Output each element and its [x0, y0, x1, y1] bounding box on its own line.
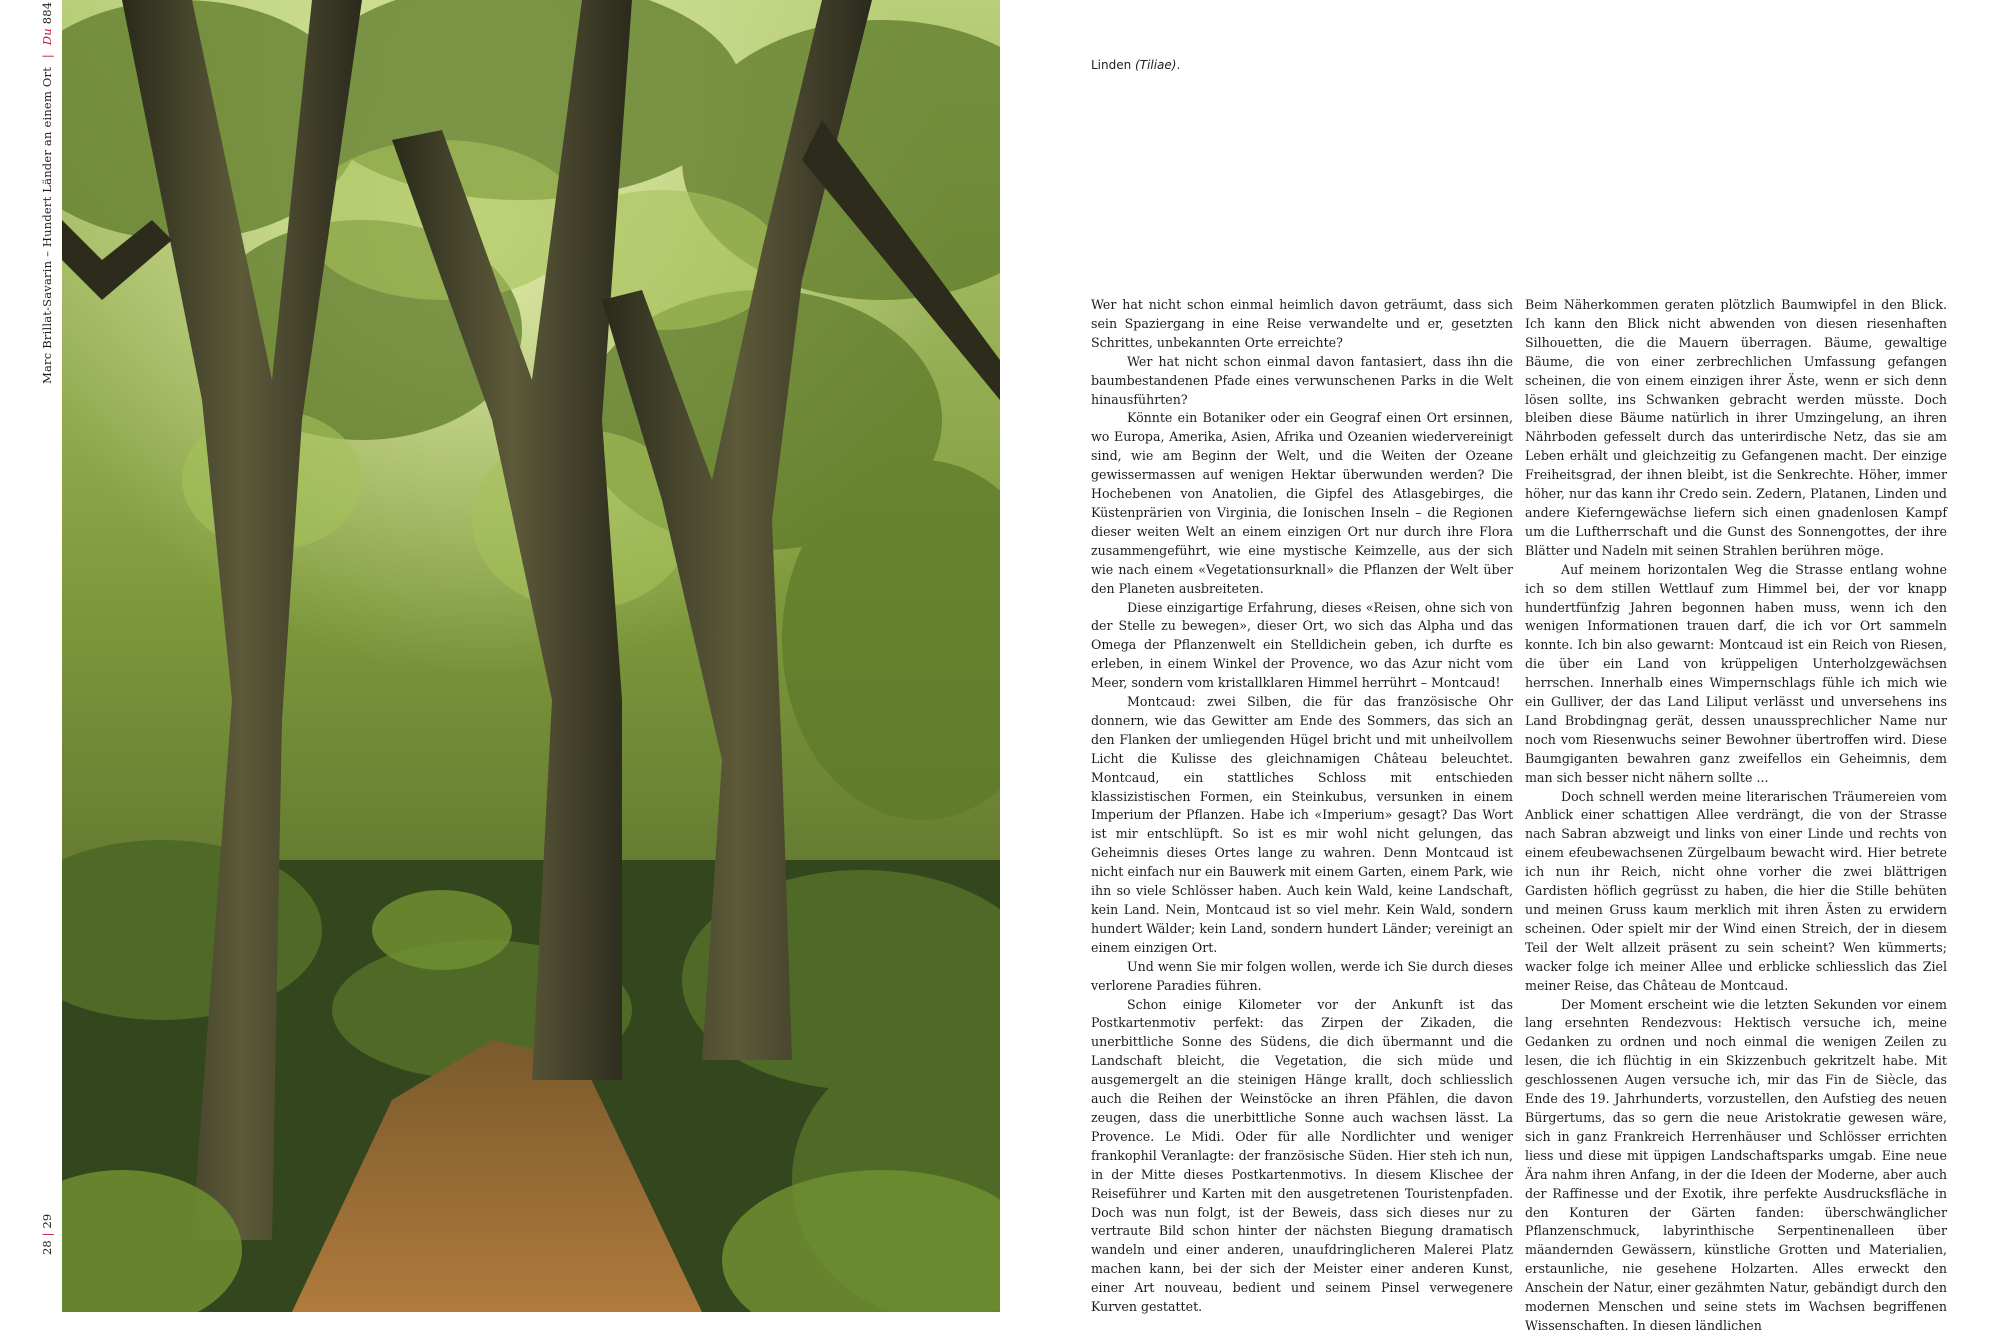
- forest-path-photo: [62, 0, 1000, 1312]
- photo-caption: [1091, 58, 1180, 72]
- issue-number: 884: [40, 1, 54, 25]
- paragraph: Doch schnell werden meine literarischen Träumereien vom Anblick einer schattigen Allee verdrängt, die von der Strasse nach Sabran abzweigt und links von einer Linde und rechts von einem efeubewachsenen Zürgelbaum bewacht wird. Hier betrete ich nun ihr Reich, nicht ohne vorher die zwei blättrigen Gardisten höflich gegrüsst zu haben, die hier die Stille behüten und meinen Gruss kaum merklich mit ihren Ästen zu erwidern scheinen. Oder spielt mir der Wind einen Streich, der in diesem Teil der Welt allzeit präsent zu sein scheint? Wen kümmerts; wacker folge ich meiner Allee und erblicke schliesslich das Ziel meiner Reise, das Château de Montcaud.: [1525, 788, 1947, 993]
- caption-latin-name: (Tiliae): [1135, 58, 1177, 72]
- page-number-separator: |: [40, 1232, 54, 1237]
- article-column-1: [1091, 296, 1513, 1317]
- running-header-title: Hundert Länder an einem Ort: [40, 66, 54, 248]
- page-number-right: 29: [40, 1213, 54, 1229]
- paragraph: Diese einzigartige Erfahrung, dieses «Reisen, ohne sich von der Stelle zu bewegen», dieser Ort, wo sich das Alpha und das Omega der Pflanzenwelt ein Stelldichein geben, ich durfte es erleben, in einem Winkel der Provence, wo das Azur nicht vom Meer, sondern vom kristallklaren Himmel herrührt – Montcaud!: [1091, 599, 1513, 691]
- paragraph: Wer hat nicht schon einmal davon fantasiert, dass ihn die baumbestandenen Pfade eines verwunschenen Parks in die Welt hinausführten?: [1091, 353, 1513, 407]
- paragraph: Montcaud: zwei Silben, die für das französische Ohr donnern, wie das Gewitter am Ende des Sommers, das sich an den Flanken der umliegenden Hügel bricht und mit unheilvollem Licht die Kulisse des gleichnamigen Château beleuchtet. Montcaud, ein stattliches Schloss mit entschieden klassizistischen Formen, ein Steinkubus, versunken in einem Imperium der Pflanzen. Habe ich «Imperium» gesagt? Das Wort ist mir entschlüpft. So ist es mir wohl nicht gelungen, das Geheimnis dieses Ortes lange zu wahren. Denn Montcaud ist nicht einfach nur ein Bauwerk mit einem Garten, einem Park, wie ihn so viele Schlösser haben. Auch kein Wald, keine Landschaft, kein Land. Nein, Montcaud ist so viel mehr. Kein Wald, sondern hundert Wälder; kein Land, sondern hundert Länder; vereinigt an einem einzigen Ort.: [1091, 694, 1513, 955]
- page-spine: [0, 0, 62, 1312]
- paragraph: Wer hat nicht schon einmal heimlich davon geträumt, dass sich sein Spaziergang in eine Reise verwandelte und er, gesetzten Schrittes, unbekannten Orte erreichte?: [1091, 297, 1513, 350]
- paragraph: Und wenn Sie mir folgen wollen, werde ich Sie durch dieses verlorene Paradies führen.: [1091, 958, 1513, 993]
- article-column-2: [1525, 296, 1947, 1336]
- paragraph: Schon einige Kilometer vor der Ankunft ist das Postkartenmotiv perfekt: das Zirpen der Zikaden, die unerbittliche Sonne des Südens, die dich übermannt und die Landschaft bleicht, die Vegetation, die sich müde und ausgemergelt an die steinigen Hänge krallt, doch schliesslich auch die Reihen der Weinstöcke an ihren Pfählen, die davon zeugen, dass die unerbittliche Sonne auch wachsen lässt. La Provence. Le Midi. Oder für alle Nordlichter und weniger frankophil Veranlagte: der französische Süden. Hier steh ich nun, in der Mitte dieses Postkartenmotivs. In diesem Klischee der Reiseführer und Karten mit den ausgetretenen Touristenpfaden. Doch was nun folgt, ist der Beweis, dass sich dieses nur zu vertraute Bild schon hinter der nächsten Biegung dramatisch wandeln und einer anderen, unaufdringlicheren Malerei Platz machen kann, bei der sich der Meister einer anderen Kunst, einer Art nouveau, bedient und seinem Pinsel verwegenere Kurven gestattet.: [1091, 996, 1513, 1315]
- caption-text: Linden: [1091, 58, 1136, 72]
- page-number-left: 28: [40, 1240, 54, 1255]
- paragraph: Auf meinem horizontalen Weg die Strasse entlang wohne ich so dem stillen Wettlauf zum Himmel bei, der vor knapp hundertfünfzig Jahren begonnen haben muss, wenn ich den wenigen Informationen trauen darf, die ich vor Ort sammeln konnte. Ich bin also gewarnt: Montcaud ist ein Reich von Riesen, die über ein Land von krüppeligen Unterholzgewächsen herrschen. Innerhalb eines Wimpernschlags fühle ich mich wie ein Gulliver, der das Land Liliput verlässt und unversehens ins Land Brobdingnag gerät, dessen unaussprechlicher Name nur noch vom Riesenwuchs seiner Bewohner übertroffen wird. Diese Baumgiganten bewahren ganz zweifellos ein Geheimnis, dem man sich besser nicht nähern sollte ...: [1525, 561, 1947, 785]
- page-numbers: [26, 1213, 54, 1255]
- running-header-dash: –: [40, 250, 54, 257]
- paragraph: Könnte ein Botaniker oder ein Geograf einen Ort ersinnen, wo Europa, Amerika, Asien, Afrika und Ozeanien wiedervereinigt sind, wie am Beginn der Welt, und die Weiten der Ozeane gewissermassen auf wenigen Hektar überwunden werden? Die Hochebenen von Anatolien, die Gipfel des Atlasgebirges, die Küstenprärien von Virginia, die Ionischen Inseln – die Regionen dieser weiten Welt an einem einzigen Ort nur durch ihre Flora zusammengeführt, wie eine mystische Keimzelle, aus der sich wie nach einem «Vegetationsurknall» die Pflanzen der Welt über den Planeten ausbreiteten.: [1091, 410, 1513, 596]
- running-header-separator: |: [40, 54, 54, 59]
- caption-end: .: [1176, 58, 1181, 72]
- magazine-name: Du: [40, 28, 54, 46]
- paragraph: Der Moment erscheint wie die letzten Sekunden vor einem lang ersehnten Rendezvous: Hektisch versuche ich, meine Gedanken zu ordnen und noch einmal die wenigen Zeilen zu lesen, die ich flüchtig in ein Skizzenbuch gekritzelt habe. Mit geschlossenen Augen versuche ich, mir das Fin de Siècle, das Ende des 19. Jahrhunderts, vorzustellen, den Aufstieg des neuen Bürgertums, das so gern die neue Aristokratie gewesen wäre, sich in ganz Frankreich Herrenhäuser und Schlösser errichten liess und diese mit üppigen Landschaftsparks umgab. Eine neue Ära nahm ihren Anfang, in der die Ideen der Moderne, aber auch der Raffinesse und der Exotik, ihre perfekte Ausdrucksfläche in den Konturen der Gärten fanden: überschwänglicher Pflanzenschmuck, labyrinthische Serpentinenalleen über mäandernden Gewässern, künstliche Grotten und Materialien, erstaunliche, nie gesehene Holzarten. Alles erweckt den Anschein der Natur, einer gezähmten Natur, gebändigt durch den modernen Menschen und seine stets im Wachsen begriffenen Wissenschaften. In diesen ländlichen: [1525, 996, 1947, 1333]
- running-header-author: Marc Brillat-Savarin: [40, 260, 54, 384]
- paragraph: Beim Näherkommen geraten plötzlich Baumwipfel in den Blick. Ich kann den Blick nicht abwenden von diesen riesenhaften Silhouetten, die die Mauern überragen. Bäume, gewaltige Bäume, die von einer zerbrechlichen Umfassung gefangen scheinen, die von einem einzigen ihrer Äste, wenn er sich denn lösen sollte, ins Schwanken gebracht werden müsste. Doch bleiben diese Bäume natürlich in ihrer Umzingelung, an ihren Nährboden gefesselt durch das unterirdische Netz, das sie am Leben erhält und gleichzeitig zu Gefangenen macht. Der einzige Freiheitsgrad, der ihnen bleibt, ist die Senkrechte. Höher, immer höher, nur das kann ihr Credo sein. Zedern, Platanen, Linden und andere Kieferngewächse liefern sich einen gnadenlosen Kampf um die Luftherrschaft und die Gunst des Sonnengottes, der ihre Blätter und Nadeln mit seinen Strahlen berühren möge.: [1525, 297, 1947, 558]
